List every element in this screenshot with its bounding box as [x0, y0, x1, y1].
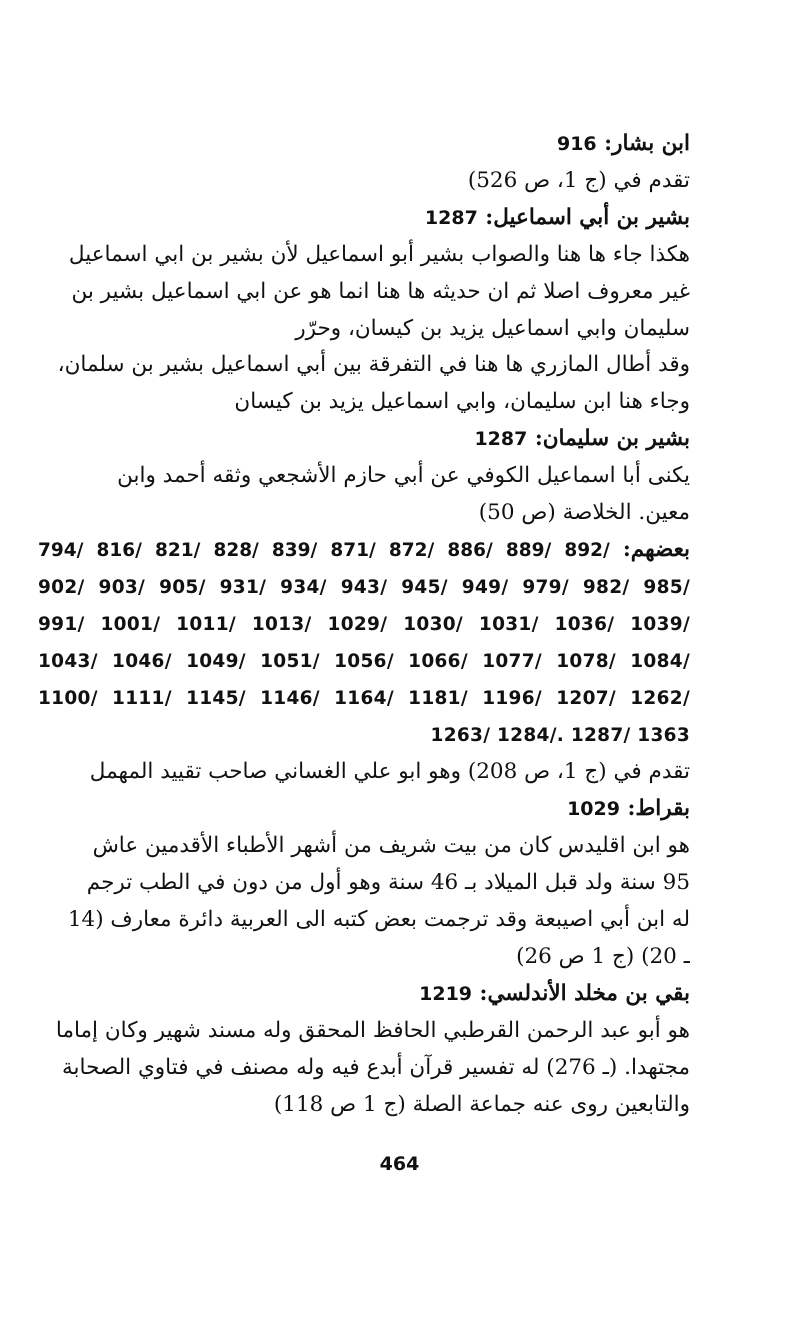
entry-heading: بشير بن أبي اسماعيل: 1287	[424, 204, 690, 230]
page-reference: 1287	[474, 428, 528, 451]
entry-baqi-ibn-makhlad	[38, 976, 690, 1124]
page-reference-line-last: 1263/ 1284/. 1287/ 1363	[430, 724, 690, 746]
page-reference-line: 1100/ 1111/ 1145/ 1146/ 1164/ 1181/ 1196/ 1207/ 1262/	[38, 687, 690, 709]
entry-text-line: سليمان وابي اسماعيل يزيد بن كيسان، وحرّر	[295, 315, 690, 341]
page-reference-line: 794/ 816/ 821/ 828/ 839/ 871/ 872/ 886/ 889/ 892/	[38, 539, 610, 561]
entry-text-line: له ابن أبي اصيبعة وقد ترجمت بعض كتبه الى العربية دائرة معارف (14	[67, 907, 690, 933]
entry-text-line: غير معروف اصلا ثم ان حديثه ها هنا انما هو عن ابي اسماعيل بشير بن	[71, 278, 690, 304]
entry-text-line: مجتهدا. (ـ 276) له تفسير قرآن أبدع فيه وله مصنف في فتاوي الصحابة	[62, 1054, 690, 1080]
page-reference-line: 1043/ 1046/ 1049/ 1051/ 1056/ 1066/ 1077/ 1078/ 1084/	[38, 650, 690, 672]
page-reference: 1287	[424, 206, 478, 229]
page-body	[38, 126, 690, 1123]
entry-text-line: تقدم في (ج 1، ص 526)	[467, 167, 690, 193]
entry-text-line: معين. الخلاصة (ص 50)	[478, 500, 690, 526]
page-reference-line: 991/ 1001/ 1011/ 1013/ 1029/ 1030/ 1031/ 1036/ 1039/	[38, 613, 690, 635]
entry-buqrat	[38, 791, 690, 976]
entry-text-line: والتابعين روى عنه جماعة الصلة (ج 1 ص 118)	[273, 1091, 690, 1117]
page-number: 464	[379, 1153, 420, 1175]
page-reference: 1219	[419, 982, 473, 1005]
entry-bashir-ibn-abi-ismail	[38, 200, 690, 421]
entry-text-line: هكذا جاء ها هنا والصواب بشير أبو اسماعيل لأن بشير بن ابي اسماعيل	[68, 241, 690, 267]
entry-text-line: وقد أطال المازري ها هنا في التفرقة بين أبي اسماعيل بشير بن سلمان،	[57, 352, 690, 378]
entry-text-line: ـ 20) (ج 1 ص 26)	[516, 943, 690, 969]
entry-text-line: هو ابن اقليدس كان من بيت شريف من أشهر الأطباء الأقدمين عاش	[92, 833, 690, 859]
entry-heading: ابن بشار: 916	[556, 131, 690, 156]
entry-baduhum	[38, 532, 690, 791]
entry-heading: بشير بن سليمان: 1287	[474, 426, 690, 452]
entry-text-line: يكنى أبا اسماعيل الكوفي عن أبي حازم الأشجعي وثقه أحمد وابن	[117, 463, 690, 489]
entry-ibn-bashar	[38, 126, 690, 200]
entry-heading: بقي بن مخلد الأندلسي: 1219	[419, 980, 690, 1006]
entry-heading: بقراط: 1029	[567, 796, 690, 822]
entry-bashir-ibn-sulayman	[38, 421, 690, 532]
page-reference: 916	[556, 133, 597, 155]
entry-text-line: تقدم في (ج 1، ص 208) وهو ابو علي الغساني صاحب تقييد المهمل	[89, 759, 690, 785]
page-reference: 1029	[567, 798, 620, 821]
page-reference-line: 902/ 903/ 905/ 931/ 934/ 943/ 945/ 949/ 979/ 982/ 985/	[38, 576, 690, 598]
entry-text-line: هو أبو عبد الرحمن القرطبي الحافظ المحقق وله مسند شهير وكان إماما	[55, 1017, 690, 1043]
entry-heading: بعضهم:	[622, 536, 690, 562]
entry-text-line: 95 سنة ولد قبل الميلاد بـ 46 سنة وهو أول من دون في الطب ترجم	[86, 870, 690, 896]
page-reference-list	[38, 532, 690, 570]
entry-text-line: وجاء هنا ابن سليمان، وابي اسماعيل يزيد بن كيسان	[234, 389, 690, 415]
